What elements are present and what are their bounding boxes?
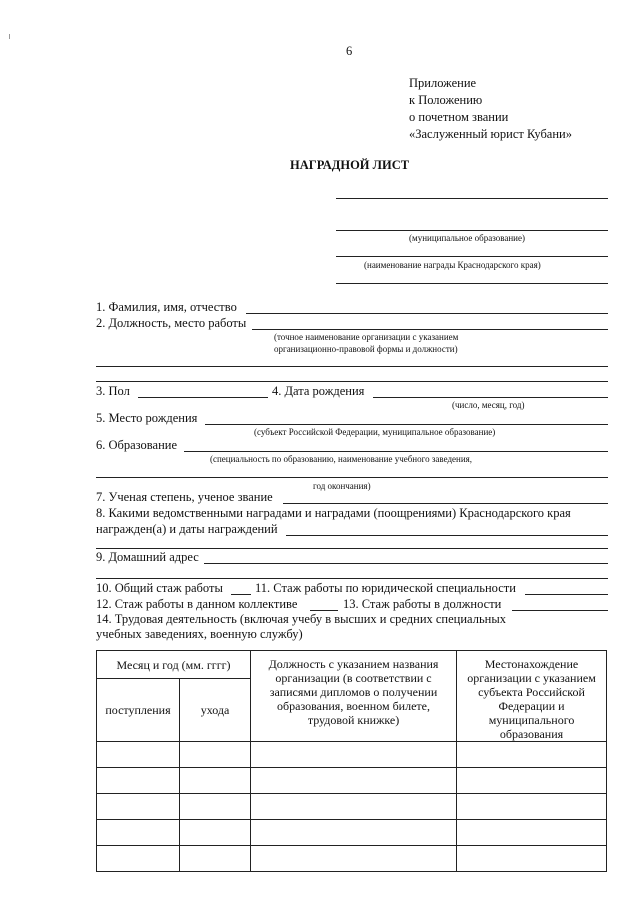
field-label-employment-2: учебных заведениях, военную службу) xyxy=(96,627,303,641)
education-hint-1: (специальность по образованию, наименование учебного заведения, xyxy=(210,454,473,464)
employment-table xyxy=(96,650,607,872)
appendix-line-4: «Заслуженный юрист Кубани» xyxy=(409,127,572,141)
gender-line xyxy=(138,397,268,398)
table-cell[interactable] xyxy=(97,820,180,846)
field-label-birth-date: 4. Дата рождения xyxy=(272,384,365,398)
table-cell[interactable] xyxy=(97,794,180,820)
position-line xyxy=(252,329,608,330)
field-label-degree: 7. Ученая степень, ученое звание xyxy=(96,490,273,504)
table-cell[interactable] xyxy=(251,820,457,846)
municipality-caption: (муниципальное образование) xyxy=(409,233,525,243)
page-number: 6 xyxy=(346,44,353,58)
table-cell[interactable] xyxy=(180,820,251,846)
appendix-line-1: Приложение xyxy=(409,76,477,90)
education-hint-2: год окончания) xyxy=(313,481,371,491)
award-name-caption: (наименование награды Краснодарского края) xyxy=(364,260,541,270)
field-label-education: 6. Образование xyxy=(96,438,178,452)
field-label-legal-experience: 11. Стаж работы по юридической специальности xyxy=(255,581,516,595)
header-blank-line xyxy=(336,283,608,284)
table-cell[interactable] xyxy=(97,742,180,768)
position-extra-line xyxy=(96,381,608,382)
degree-line xyxy=(283,503,608,504)
birth-date-hint: (число, месяц, год) xyxy=(452,400,525,410)
birth-date-line xyxy=(373,397,608,398)
field-label-position-experience: 13. Стаж работы в должности xyxy=(343,597,502,611)
table-cell[interactable] xyxy=(180,742,251,768)
table-row xyxy=(97,794,607,820)
header-date: Месяц и год (мм. гггг) xyxy=(97,651,251,679)
table-row xyxy=(97,846,607,872)
appendix-line-3: о почетном звании xyxy=(409,110,509,124)
table-cell[interactable] xyxy=(457,846,607,872)
table-row xyxy=(97,820,607,846)
scan-mark xyxy=(9,34,10,39)
table-cell[interactable] xyxy=(457,820,607,846)
home-address-line xyxy=(204,563,608,564)
education-line xyxy=(184,451,608,452)
field-label-employment: 14. Трудовая деятельность (включая учебу в высших и средних специальных xyxy=(96,612,506,626)
header-position: Должность с указанием названия организации (в соответствии с записями дипломов о получении образования, военном билете, трудовой книжке) xyxy=(251,651,457,742)
table-row xyxy=(97,768,607,794)
field-label-total-experience: 10. Общий стаж работы xyxy=(96,581,223,595)
table-cell[interactable] xyxy=(97,846,180,872)
award-name-line xyxy=(336,256,608,257)
header-start: поступления xyxy=(97,679,180,742)
table-cell[interactable] xyxy=(457,768,607,794)
position-hint-2: организационно-правовой формы и должности) xyxy=(274,344,458,354)
legal-experience-line xyxy=(525,594,608,595)
field-label-birth-place: 5. Место рождения xyxy=(96,411,198,425)
position-experience-line xyxy=(512,610,608,611)
header-blank-line xyxy=(336,198,608,199)
table-cell[interactable] xyxy=(457,794,607,820)
field-label-full-name: 1. Фамилия, имя, отчество xyxy=(96,300,237,314)
field-label-awards: 8. Какими ведомственными наградами и наградами (поощрениями) Краснодарского края xyxy=(96,506,571,520)
field-label-home-address: 9. Домашний адрес xyxy=(96,550,199,564)
birth-place-line xyxy=(205,424,608,425)
team-experience-line xyxy=(310,610,338,611)
position-hint-1: (точное наименование организации с указанием xyxy=(274,332,459,342)
table-cell[interactable] xyxy=(180,846,251,872)
table-cell[interactable] xyxy=(180,768,251,794)
header-end: ухода xyxy=(180,679,251,742)
education-extra-line xyxy=(96,477,608,478)
field-label-gender: 3. Пол xyxy=(96,384,130,398)
table-cell[interactable] xyxy=(457,742,607,768)
awards-extra-line xyxy=(96,548,608,549)
birth-place-hint: (субъект Российской Федерации, муниципальное образование) xyxy=(254,427,496,437)
table-cell[interactable] xyxy=(251,768,457,794)
total-experience-line xyxy=(231,594,251,595)
field-label-team-experience: 12. Стаж работы в данном коллективе xyxy=(96,597,298,611)
header-location: Местонахождение организации с указанием субъекта Российской Федерации и муниципального образования xyxy=(457,651,607,742)
field-label-position: 2. Должность, место работы xyxy=(96,316,247,330)
home-address-extra-line xyxy=(96,578,608,579)
full-name-line xyxy=(246,313,608,314)
municipality-line xyxy=(336,230,608,231)
appendix-line-2: к Положению xyxy=(409,93,483,107)
table-cell[interactable] xyxy=(251,846,457,872)
table-row xyxy=(97,742,607,768)
table-cell[interactable] xyxy=(251,742,457,768)
table-cell[interactable] xyxy=(251,794,457,820)
table-cell[interactable] xyxy=(180,794,251,820)
field-label-awards-2: награжден(а) и даты награждений xyxy=(96,522,278,536)
awards-line xyxy=(286,535,608,536)
position-extra-line xyxy=(96,366,608,367)
document-title: НАГРАДНОЙ ЛИСТ xyxy=(290,158,410,172)
table-cell[interactable] xyxy=(97,768,180,794)
